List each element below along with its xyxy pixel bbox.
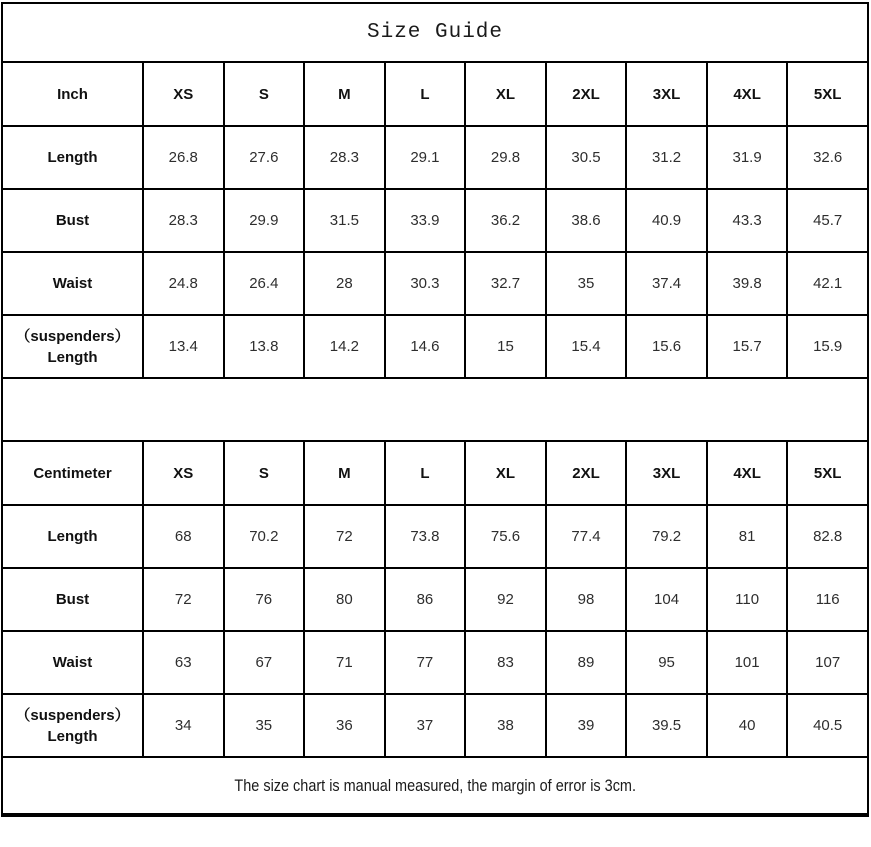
size-guide-table — [1, 2, 869, 817]
inch-header-row — [2, 62, 868, 126]
value-cell: 83 — [465, 631, 546, 694]
size-header-3xl: 3XL — [626, 441, 707, 505]
value-cell: 39 — [546, 694, 627, 757]
suspenders-label-line1: （suspenders） — [15, 327, 130, 345]
row-label-bust: Bust — [2, 568, 143, 631]
value-cell: 45.7 — [787, 189, 868, 252]
value-cell: 82.8 — [787, 505, 868, 568]
spacer-cell — [2, 378, 868, 441]
value-cell: 70.2 — [224, 505, 305, 568]
value-cell: 38.6 — [546, 189, 627, 252]
value-cell: 63 — [143, 631, 224, 694]
value-cell: 31.2 — [626, 126, 707, 189]
cm-unit-header: Centimeter — [2, 441, 143, 505]
size-header-l: L — [385, 441, 466, 505]
value-cell: 76 — [224, 568, 305, 631]
value-cell: 30.3 — [385, 252, 466, 315]
row-label-waist: Waist — [2, 252, 143, 315]
value-cell: 29.1 — [385, 126, 466, 189]
value-cell: 15.6 — [626, 315, 707, 378]
inch-length-row — [2, 126, 868, 189]
size-header-xl: XL — [465, 441, 546, 505]
value-cell: 104 — [626, 568, 707, 631]
value-cell: 72 — [143, 568, 224, 631]
value-cell: 92 — [465, 568, 546, 631]
value-cell: 15 — [465, 315, 546, 378]
value-cell: 29.9 — [224, 189, 305, 252]
cm-suspenders-length-row — [2, 694, 868, 757]
value-cell: 40 — [707, 694, 788, 757]
value-cell: 15.9 — [787, 315, 868, 378]
value-cell: 14.6 — [385, 315, 466, 378]
value-cell: 39.5 — [626, 694, 707, 757]
size-header-l: L — [385, 62, 466, 126]
size-header-xl: XL — [465, 62, 546, 126]
value-cell: 75.6 — [465, 505, 546, 568]
value-cell: 27.6 — [224, 126, 305, 189]
value-cell: 73.8 — [385, 505, 466, 568]
value-cell: 79.2 — [626, 505, 707, 568]
value-cell: 42.1 — [787, 252, 868, 315]
value-cell: 67 — [224, 631, 305, 694]
value-cell: 13.8 — [224, 315, 305, 378]
value-cell: 35 — [224, 694, 305, 757]
value-cell: 37.4 — [626, 252, 707, 315]
size-header-s: S — [224, 62, 305, 126]
value-cell: 107 — [787, 631, 868, 694]
value-cell: 33.9 — [385, 189, 466, 252]
size-header-xs: XS — [143, 441, 224, 505]
value-cell: 15.4 — [546, 315, 627, 378]
size-header-2xl: 2XL — [546, 62, 627, 126]
cm-length-row — [2, 505, 868, 568]
value-cell: 39.8 — [707, 252, 788, 315]
value-cell: 28.3 — [304, 126, 385, 189]
spacer-row — [2, 378, 868, 441]
row-label-bust: Bust — [2, 189, 143, 252]
suspenders-label-line2: Length — [47, 727, 98, 745]
size-header-2xl: 2XL — [546, 441, 627, 505]
value-cell: 15.7 — [707, 315, 788, 378]
size-header-5xl: 5XL — [787, 62, 868, 126]
row-label-length: Length — [2, 126, 143, 189]
value-cell: 40.9 — [626, 189, 707, 252]
value-cell: 29.8 — [465, 126, 546, 189]
value-cell: 86 — [385, 568, 466, 631]
value-cell: 34 — [143, 694, 224, 757]
value-cell: 98 — [546, 568, 627, 631]
value-cell: 40.5 — [787, 694, 868, 757]
value-cell: 32.7 — [465, 252, 546, 315]
size-header-m: M — [304, 441, 385, 505]
suspenders-label-line2: Length — [47, 348, 98, 366]
value-cell: 35 — [546, 252, 627, 315]
value-cell: 24.8 — [143, 252, 224, 315]
row-label-suspenders-length — [2, 315, 143, 378]
size-header-s: S — [224, 441, 305, 505]
inch-suspenders-length-row — [2, 315, 868, 378]
cm-bust-row — [2, 568, 868, 631]
value-cell: 110 — [707, 568, 788, 631]
value-cell: 37 — [385, 694, 466, 757]
inch-bust-row — [2, 189, 868, 252]
footer-note-cell — [2, 757, 868, 815]
size-header-xs: XS — [143, 62, 224, 126]
size-header-4xl: 4XL — [707, 62, 788, 126]
value-cell: 101 — [707, 631, 788, 694]
value-cell: 26.8 — [143, 126, 224, 189]
value-cell: 31.5 — [304, 189, 385, 252]
value-cell: 28.3 — [143, 189, 224, 252]
cm-header-row — [2, 441, 868, 505]
value-cell: 77 — [385, 631, 466, 694]
value-cell: 71 — [304, 631, 385, 694]
size-header-3xl: 3XL — [626, 62, 707, 126]
title-row — [2, 3, 868, 62]
size-header-4xl: 4XL — [707, 441, 788, 505]
page-title: Size Guide — [2, 3, 868, 62]
inch-waist-row — [2, 252, 868, 315]
value-cell: 32.6 — [787, 126, 868, 189]
value-cell: 81 — [707, 505, 788, 568]
value-cell: 116 — [787, 568, 868, 631]
footer-note-text: The size chart is manual measured, the margin of error is 3cm. — [234, 775, 636, 795]
value-cell: 72 — [304, 505, 385, 568]
value-cell: 14.2 — [304, 315, 385, 378]
value-cell: 77.4 — [546, 505, 627, 568]
value-cell: 89 — [546, 631, 627, 694]
value-cell: 95 — [626, 631, 707, 694]
value-cell: 43.3 — [707, 189, 788, 252]
row-label-waist: Waist — [2, 631, 143, 694]
value-cell: 13.4 — [143, 315, 224, 378]
value-cell: 31.9 — [707, 126, 788, 189]
row-label-suspenders-length — [2, 694, 143, 757]
value-cell: 36 — [304, 694, 385, 757]
value-cell: 26.4 — [224, 252, 305, 315]
value-cell: 28 — [304, 252, 385, 315]
value-cell: 68 — [143, 505, 224, 568]
row-label-length: Length — [2, 505, 143, 568]
inch-unit-header: Inch — [2, 62, 143, 126]
size-header-5xl: 5XL — [787, 441, 868, 505]
value-cell: 30.5 — [546, 126, 627, 189]
value-cell: 36.2 — [465, 189, 546, 252]
suspenders-label-line1: （suspenders） — [15, 706, 130, 724]
value-cell: 38 — [465, 694, 546, 757]
size-header-m: M — [304, 62, 385, 126]
footer-row — [2, 757, 868, 815]
cm-waist-row — [2, 631, 868, 694]
value-cell: 80 — [304, 568, 385, 631]
